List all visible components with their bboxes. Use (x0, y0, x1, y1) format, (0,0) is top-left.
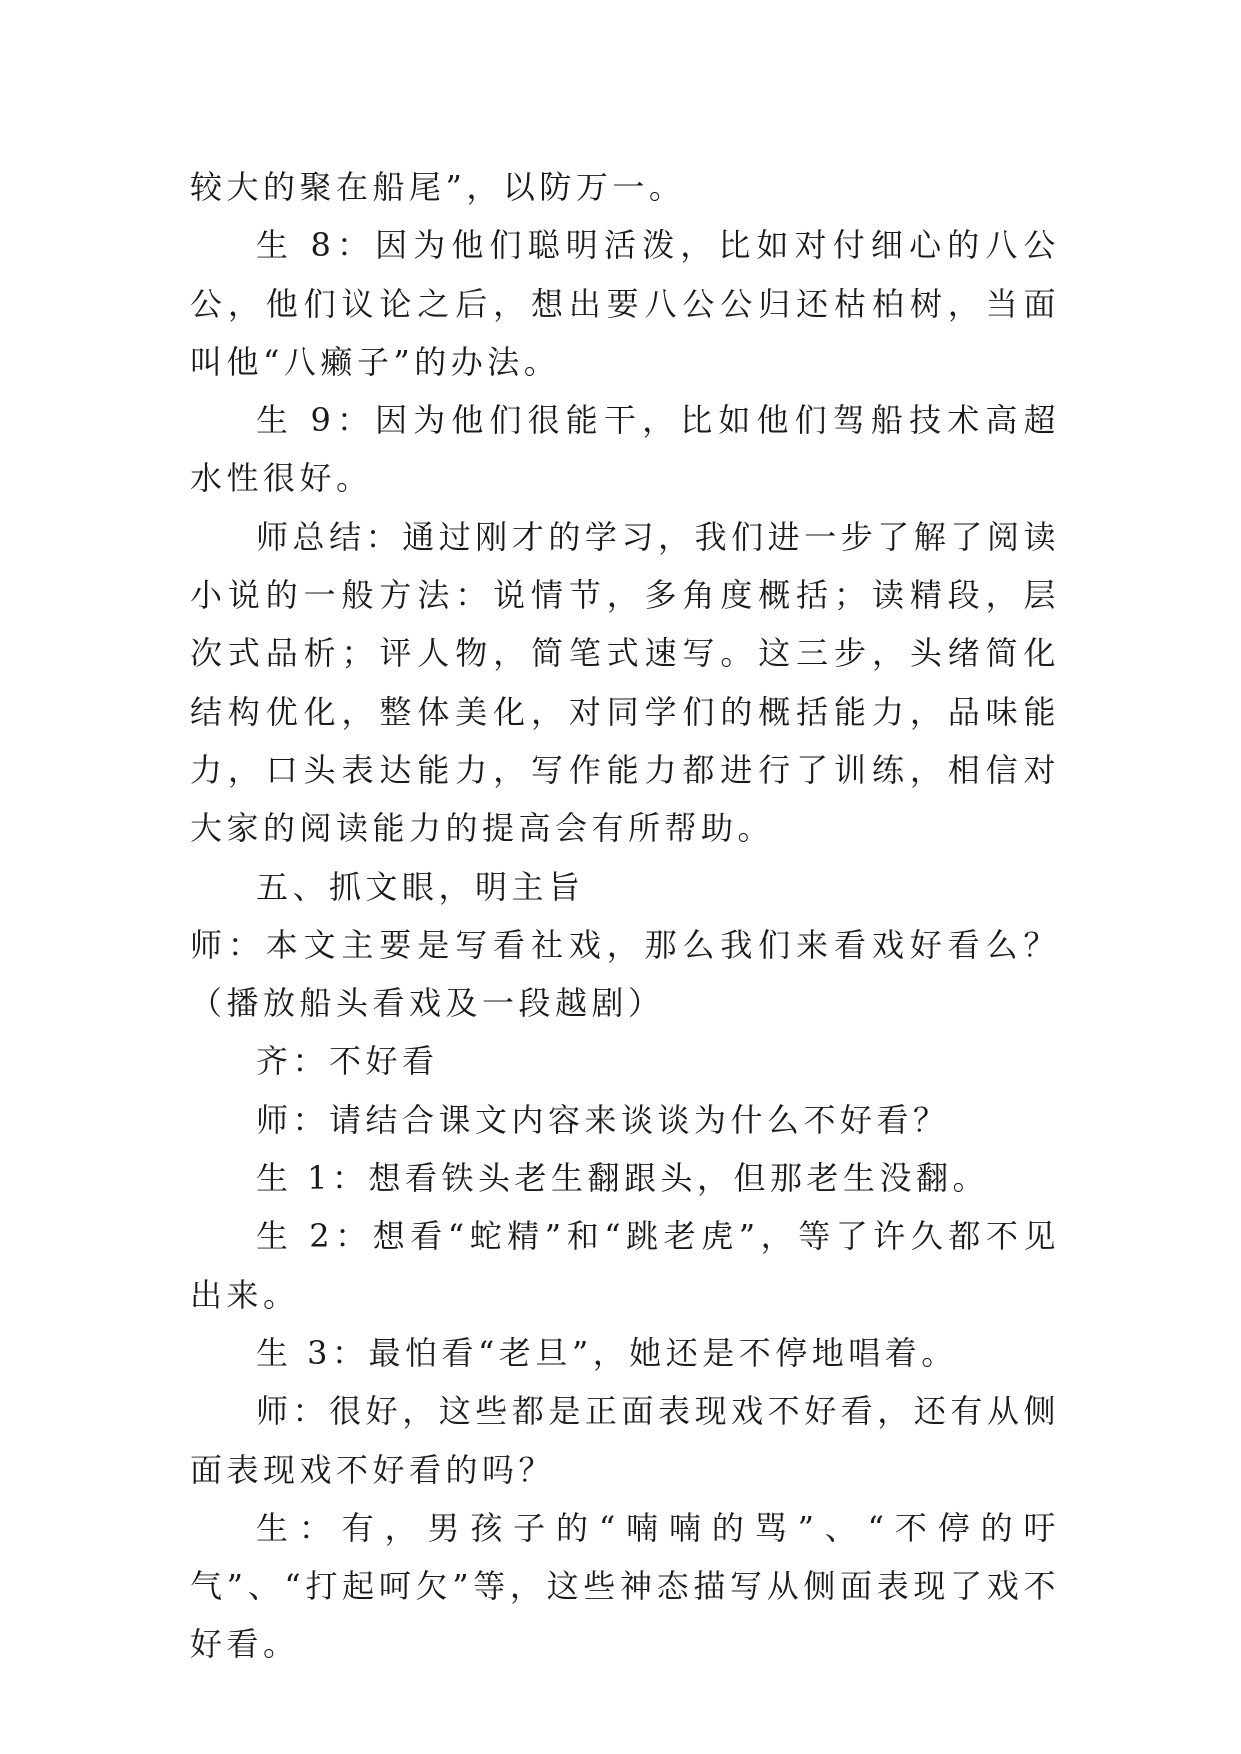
section-heading: 五、抓文眼，明主旨 (256, 867, 585, 906)
paragraph-2: 生 8：因为他们聪明活泼，比如对付细心的八公公，他们议论之后，想出要八公公归还枯柏树，当面叫他“八癞子”的办法。 (190, 226, 1060, 381)
paragraph-3: 生 9：因为他们很能干，比如他们驾船技术高超水性很好。 (190, 401, 1060, 498)
paragraph-11: 生 3：最怕看“老旦”，她还是不停地唱着。 (256, 1333, 958, 1372)
paragraph-9: 生 1：想看铁头老生翻跟头，但那老生没翻。 (256, 1159, 990, 1198)
paragraph-1: 较大的聚在船尾”，以防万一。 (190, 168, 686, 206)
paragraph-13: 生：有，男孩子的“喃喃的骂”、“不停的吁气”、“打起呵欠”等，这些神态描写从侧面表现了戏不好看。 (190, 1508, 1060, 1664)
body-text (190, 158, 1060, 1674)
paragraph-10: 生 2：想看“蛇精”和“跳老虎”，等了许久都不见出来。 (190, 1217, 1060, 1314)
paragraph-4: 师总结：通过刚才的学习，我们进一步了解了阅读小说的一般方法：说情节，多角度概括；读精段，层次式品析；评人物，简笔式速写。这三步，头绪简化结构优化，整体美化，对同学们的概括能力，品味能力，口头表达能力，写作能力都进行了训练，相信对大家的阅读能力的提高会有所帮助。 (190, 517, 1060, 848)
paragraph-6: 师：本文主要是写看社戏，那么我们来看戏好看么？（播放船头看戏及一段越剧） (190, 925, 1060, 1023)
paragraph-8: 师：请结合课文内容来谈谈为什么不好看？ (256, 1100, 950, 1139)
paragraph-12: 师：很好，这些都是正面表现戏不好看，还有从侧面表现戏不好看的吗？ (190, 1392, 1060, 1489)
paragraph-7: 齐：不好看 (256, 1042, 439, 1081)
